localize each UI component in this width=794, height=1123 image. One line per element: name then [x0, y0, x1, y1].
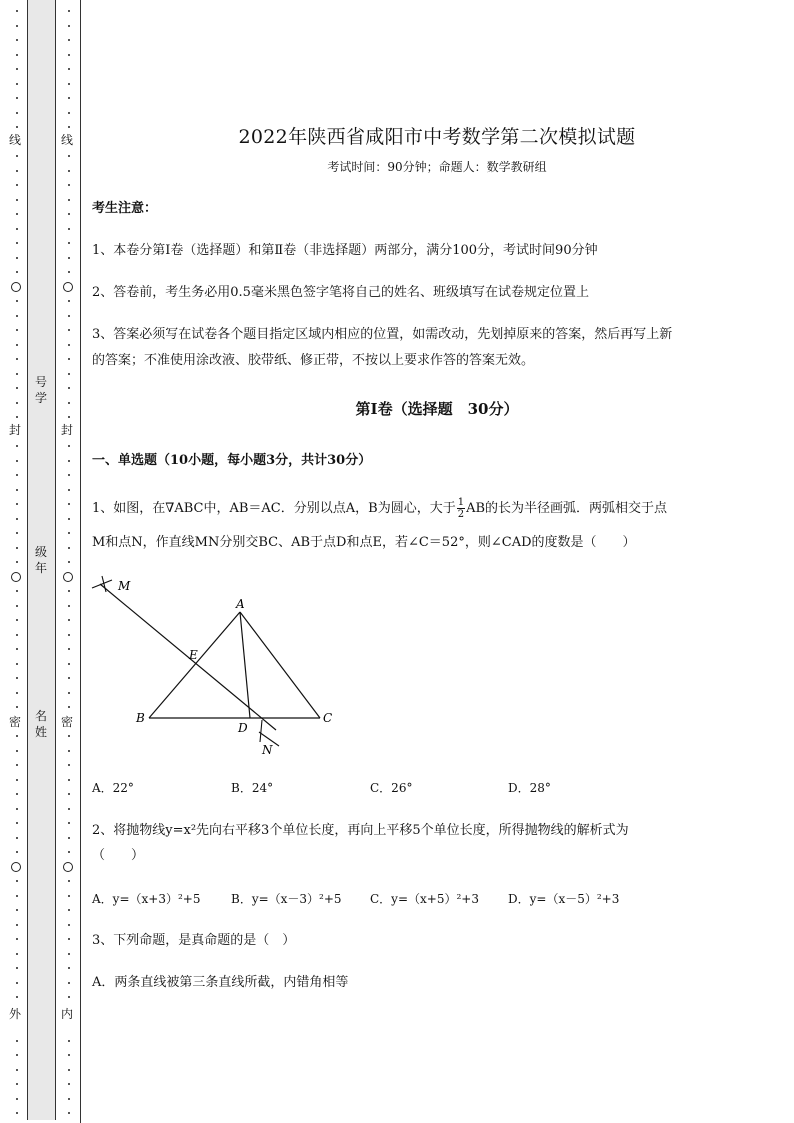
seal-char: 密 [9, 715, 22, 729]
q2-option-b: B．y=（x－3）²+5 [231, 892, 342, 906]
seal-dot [68, 83, 70, 85]
seal-ring [11, 282, 21, 292]
seal-dot [68, 112, 70, 114]
seal-dot [16, 706, 18, 708]
field-char: 学 [34, 391, 47, 405]
seal-dot [16, 793, 18, 795]
seal-dot [16, 54, 18, 56]
outer-seal-column [9, 0, 24, 1123]
seal-dot [16, 561, 18, 563]
label-c: C [323, 711, 333, 725]
seal-dot [16, 387, 18, 389]
name-label [34, 708, 48, 740]
fraction-half [457, 497, 465, 520]
field-char: 号 [34, 375, 47, 389]
q1-stem-b: AB的长为半径画弧．两弧相交于点 [466, 501, 668, 516]
seal-dot [16, 692, 18, 694]
part1-title: 第I卷（选择题 30分） [355, 400, 519, 418]
arc-mark-m [92, 580, 112, 588]
seal-dot [16, 532, 18, 534]
q1-option-a: A．22° [92, 781, 134, 795]
seal-dot [68, 663, 70, 665]
seal-ring [11, 862, 21, 872]
seal-ring [63, 282, 73, 292]
seal-dot [16, 1040, 18, 1042]
seal-dot [68, 54, 70, 56]
inner-seal-column [61, 0, 76, 1123]
seal-dot [68, 315, 70, 317]
seal-dot [16, 1098, 18, 1100]
section-heading: 一、单选题（10小题，每小题3分，共计30分） [92, 453, 372, 468]
seal-dot [68, 547, 70, 549]
seal-dot [16, 402, 18, 404]
seal-dot [16, 503, 18, 505]
seal-dot [16, 895, 18, 897]
segment-ab [149, 612, 240, 718]
seal-dot [68, 692, 70, 694]
q3-stem: 3、下列命题，是真命题的是（ ） [92, 933, 296, 948]
seal-dot [68, 953, 70, 955]
seal-dot [68, 750, 70, 752]
seal-dot [68, 489, 70, 491]
seal-dot [16, 547, 18, 549]
seal-dot [16, 996, 18, 998]
segment-ac [240, 612, 320, 718]
seal-char: 密 [61, 715, 74, 729]
seal-dot [16, 300, 18, 302]
field-char: 名 [34, 709, 47, 723]
field-char: 年 [34, 561, 47, 575]
seal-dot [16, 880, 18, 882]
notice-heading: 考生注意： [92, 201, 158, 216]
seal-dot [16, 938, 18, 940]
frac-denominator: 2 [457, 509, 465, 520]
seal-dot [16, 953, 18, 955]
seal-dot [68, 837, 70, 839]
seal-ring [63, 572, 73, 582]
seal-dot [68, 677, 70, 679]
q2-option-a: A．y=（x+3）²+5 [92, 892, 201, 906]
seal-dot [68, 1098, 70, 1100]
exam-subtitle: 考试时间：90分钟；命题人：数学教研组 [327, 160, 547, 174]
seal-dot [16, 750, 18, 752]
seal-dot [68, 97, 70, 99]
q2-option-d: D．y=（x－5）²+3 [508, 892, 620, 906]
seal-dot [16, 735, 18, 737]
q1-option-b: B．24° [231, 781, 274, 795]
seal-dot [16, 155, 18, 157]
seal-char: 封 [9, 423, 22, 437]
seal-dot [16, 344, 18, 346]
seal-dot [68, 590, 70, 592]
seal-char: 线 [9, 133, 22, 147]
seal-dot [68, 387, 70, 389]
seal-dot [16, 909, 18, 911]
seal-dot [16, 126, 18, 128]
seal-dot [68, 779, 70, 781]
seal-dot [16, 184, 18, 186]
seal-dot [68, 909, 70, 911]
seal-dot [68, 518, 70, 520]
seal-dot [68, 895, 70, 897]
seal-dot [68, 460, 70, 462]
notice-item-2: 2、答卷前，考生务必用0.5毫米黑色签字笔将自己的姓名、班级填写在试卷规定位置上 [92, 285, 589, 300]
seal-dot [16, 170, 18, 172]
seal-dot [16, 199, 18, 201]
seal-dot [68, 300, 70, 302]
seal-dot [16, 271, 18, 273]
seal-dot [68, 329, 70, 331]
seal-dot [16, 68, 18, 70]
seal-dot [68, 793, 70, 795]
seal-dot [16, 982, 18, 984]
q3-option-a: A．两条直线被第三条直线所截，内错角相等 [92, 975, 349, 990]
q1-stem-a: 1、如图，在∇ABC中，AB＝AC．分别以点A，B为圆心，大于 [92, 501, 456, 516]
seal-dot [68, 808, 70, 810]
field-char: 姓 [34, 725, 47, 739]
q2-line2: （ ） [92, 848, 145, 863]
q1-line1 [92, 496, 667, 522]
seal-dot [68, 39, 70, 41]
seal-dot [16, 474, 18, 476]
seal-dot [68, 996, 70, 998]
seal-char: 线 [61, 133, 74, 147]
seal-dot [68, 967, 70, 969]
seal-dot [16, 329, 18, 331]
q1-option-c: C．26° [370, 781, 413, 795]
grade-label [34, 544, 48, 576]
seal-dot [68, 648, 70, 650]
seal-dot [68, 561, 70, 563]
seal-dot [68, 735, 70, 737]
seal-dot [16, 315, 18, 317]
seal-dot [68, 242, 70, 244]
seal-dot [68, 373, 70, 375]
seal-dot [16, 590, 18, 592]
seal-dot [16, 83, 18, 85]
seal-dot [68, 199, 70, 201]
seal-dot [16, 808, 18, 810]
seal-dot [68, 155, 70, 157]
seal-char: 封 [61, 423, 74, 437]
q1-line2: M和点N，作直线MN分别交BC、AB于点D和点E，若∠C＝52°，则∠CAD的度数是（ ） [92, 535, 636, 550]
seal-dot [16, 416, 18, 418]
seal-char: 内 [61, 1007, 74, 1021]
seal-dot [68, 982, 70, 984]
seal-dot [68, 1112, 70, 1114]
seal-dot [68, 1083, 70, 1085]
seal-dot [68, 474, 70, 476]
seal-dot [16, 518, 18, 520]
seal-dot [68, 445, 70, 447]
seal-dot [68, 1069, 70, 1071]
seal-dot [68, 503, 70, 505]
seal-dot [68, 822, 70, 824]
label-d: D [238, 721, 248, 735]
seal-dot [16, 1069, 18, 1071]
seal-dot [68, 1054, 70, 1056]
seal-dot [16, 242, 18, 244]
seal-dot [16, 10, 18, 12]
seal-dot [16, 779, 18, 781]
seal-dot [68, 605, 70, 607]
seal-dot [16, 822, 18, 824]
seal-dot [16, 97, 18, 99]
seal-dot [68, 938, 70, 940]
seal-dot [68, 10, 70, 12]
seal-dot [68, 257, 70, 259]
seal-dot [16, 967, 18, 969]
q2-line1: 2、将抛物线y=x²先向右平移3个单位长度，再向上平移5个单位长度，所得抛物线的解析式为 [92, 823, 629, 838]
seal-dot [16, 837, 18, 839]
seal-dot [68, 213, 70, 215]
seal-dot [16, 1054, 18, 1056]
seal-dot [68, 416, 70, 418]
notice-item-3-cont: 的答案；不准使用涂改液、胶带纸、修正带，不按以上要求作答的答案无效。 [92, 353, 535, 368]
seal-dot [16, 648, 18, 650]
seal-dot [16, 213, 18, 215]
seal-ring [11, 572, 21, 582]
notice-item-3: 3、答案必须写在试卷各个题目指定区域内相应的位置，如需改动，先划掉原来的答案，然后再写上新 [92, 327, 673, 342]
seal-dot [16, 228, 18, 230]
frac-numerator: 1 [457, 497, 465, 508]
field-char: 级 [34, 545, 47, 559]
exam-title: 2022年陕西省咸阳市中考数学第二次模拟试题 [238, 126, 636, 148]
seal-dot [16, 924, 18, 926]
label-m: M [118, 579, 131, 593]
seal-dot [68, 344, 70, 346]
seal-dot [16, 1083, 18, 1085]
q2-option-c: C．y=（x+5）²+3 [370, 892, 479, 906]
seal-dot [68, 402, 70, 404]
seal-char: 外 [9, 1007, 22, 1021]
seal-dot [16, 1112, 18, 1114]
seal-dot [16, 445, 18, 447]
seal-dot [16, 373, 18, 375]
seal-dot [16, 112, 18, 114]
seal-dot [68, 184, 70, 186]
seal-dot [68, 634, 70, 636]
seal-dot [68, 68, 70, 70]
binding-margin [0, 0, 82, 1123]
q1-option-d: D．28° [508, 781, 551, 795]
seal-dot [16, 25, 18, 27]
seal-dot [16, 605, 18, 607]
seal-dot [68, 170, 70, 172]
seal-dot [68, 271, 70, 273]
q1-figure [90, 572, 350, 762]
seal-dot [68, 880, 70, 882]
seal-dot [68, 924, 70, 926]
notice-item-1: 1、本卷分第I卷（选择题）和第Ⅱ卷（非选择题）两部分，满分100分，考试时间90分钟 [92, 243, 598, 258]
seal-dot [16, 257, 18, 259]
label-b: B [136, 711, 145, 725]
seal-dot [68, 851, 70, 853]
seal-dot [16, 634, 18, 636]
label-a: A [236, 597, 245, 611]
seal-dot [68, 358, 70, 360]
seal-dot [68, 1040, 70, 1042]
seal-dot [16, 489, 18, 491]
seal-dot [16, 764, 18, 766]
seal-dot [16, 358, 18, 360]
student-id-label [34, 374, 48, 406]
seal-dot [16, 619, 18, 621]
arc-mark-n2 [260, 720, 262, 742]
seal-dot [68, 619, 70, 621]
seal-dot [68, 764, 70, 766]
seal-dot [68, 706, 70, 708]
label-e: E [189, 648, 198, 662]
seal-dot [68, 228, 70, 230]
seal-dot [16, 460, 18, 462]
seal-dot [68, 25, 70, 27]
seal-dot [16, 851, 18, 853]
label-n: N [262, 743, 273, 757]
seal-dot [16, 663, 18, 665]
seal-dot [68, 532, 70, 534]
seal-dot [16, 39, 18, 41]
seal-dot [68, 126, 70, 128]
seal-ring [63, 862, 73, 872]
seal-dot [16, 677, 18, 679]
